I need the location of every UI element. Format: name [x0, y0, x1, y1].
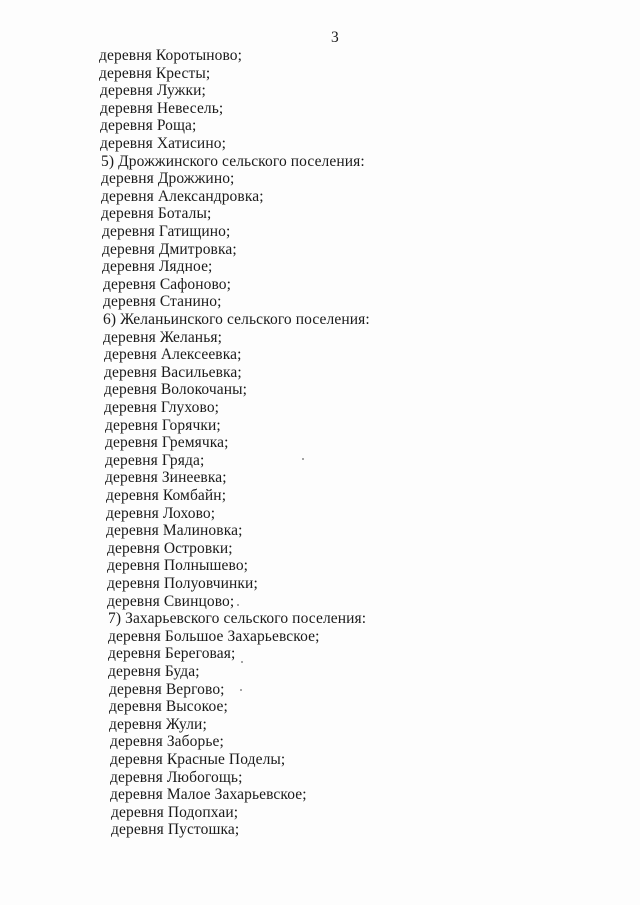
list-item: деревня Дрожжино;	[101, 170, 235, 187]
list-item: деревня Малое Захарьевское;	[110, 786, 307, 803]
scan-speck	[240, 689, 242, 691]
list-item: деревня Васильевка;	[104, 364, 242, 381]
list-item: деревня Жули;	[109, 716, 207, 733]
list-item: деревня Хатисино;	[100, 135, 226, 152]
list-item: деревня Буда;	[108, 663, 200, 680]
list-item: деревня Комбайн;	[106, 487, 227, 504]
list-item: деревня Невесель;	[100, 100, 224, 117]
list-item: деревня Пустошка;	[111, 821, 240, 838]
list-item: деревня Глухово;	[104, 399, 220, 416]
list-item: деревня Дмитровка;	[102, 241, 237, 258]
section-heading: 5) Дрожжинского сельского поселения:	[101, 153, 365, 170]
scan-speck	[241, 661, 243, 663]
list-item: деревня Алексеевка;	[104, 346, 242, 363]
list-item: деревня Островки;	[107, 540, 233, 557]
list-item: деревня Свинцово;	[107, 593, 235, 610]
list-item: деревня Желанья;	[103, 329, 223, 346]
list-item: деревня Александровка;	[101, 188, 264, 205]
list-item: деревня Лохово;	[106, 505, 216, 522]
list-item: деревня Полнышево;	[107, 557, 249, 574]
list-item: деревня Горячки;	[105, 417, 221, 434]
list-item: деревня Коротыново;	[99, 47, 243, 64]
list-item: деревня Любогощь;	[110, 769, 243, 786]
list-item: деревня Станино;	[103, 293, 222, 310]
list-item: деревня Заборье;	[110, 733, 224, 750]
section-heading: 7) Захарьевского сельского поселения:	[108, 610, 367, 627]
list-item: деревня Малиновка;	[106, 522, 243, 539]
list-item: деревня Береговая;	[108, 645, 236, 662]
list-item: деревня Вергово;	[109, 681, 225, 698]
list-item: деревня Боталы;	[101, 205, 212, 222]
list-item: деревня Зинеевка;	[105, 469, 227, 486]
list-item: деревня Красные Поделы;	[110, 751, 286, 768]
scan-speck	[237, 604, 239, 606]
list-item: деревня Гряда;	[105, 452, 205, 469]
list-item: деревня Лужки;	[100, 82, 206, 99]
list-item: деревня Высокое;	[109, 698, 228, 715]
list-item: деревня Полуовчинки;	[107, 575, 258, 592]
page-number: 3	[331, 29, 339, 46]
list-item: деревня Кресты;	[99, 65, 211, 82]
scan-speck	[302, 458, 304, 460]
list-item: деревня Гремячка;	[105, 434, 229, 451]
list-item: деревня Гатищино;	[102, 223, 231, 240]
list-item: деревня Волокочаны;	[104, 381, 248, 398]
list-item: деревня Большое Захарьевское;	[108, 628, 320, 645]
list-item: деревня Подопхаи;	[111, 804, 239, 821]
list-item: деревня Роща;	[100, 117, 197, 134]
list-item: деревня Лядное;	[102, 258, 213, 275]
list-item: деревня Сафоново;	[103, 276, 232, 293]
section-heading: 6) Желаньинского сельского поселения:	[103, 311, 370, 328]
